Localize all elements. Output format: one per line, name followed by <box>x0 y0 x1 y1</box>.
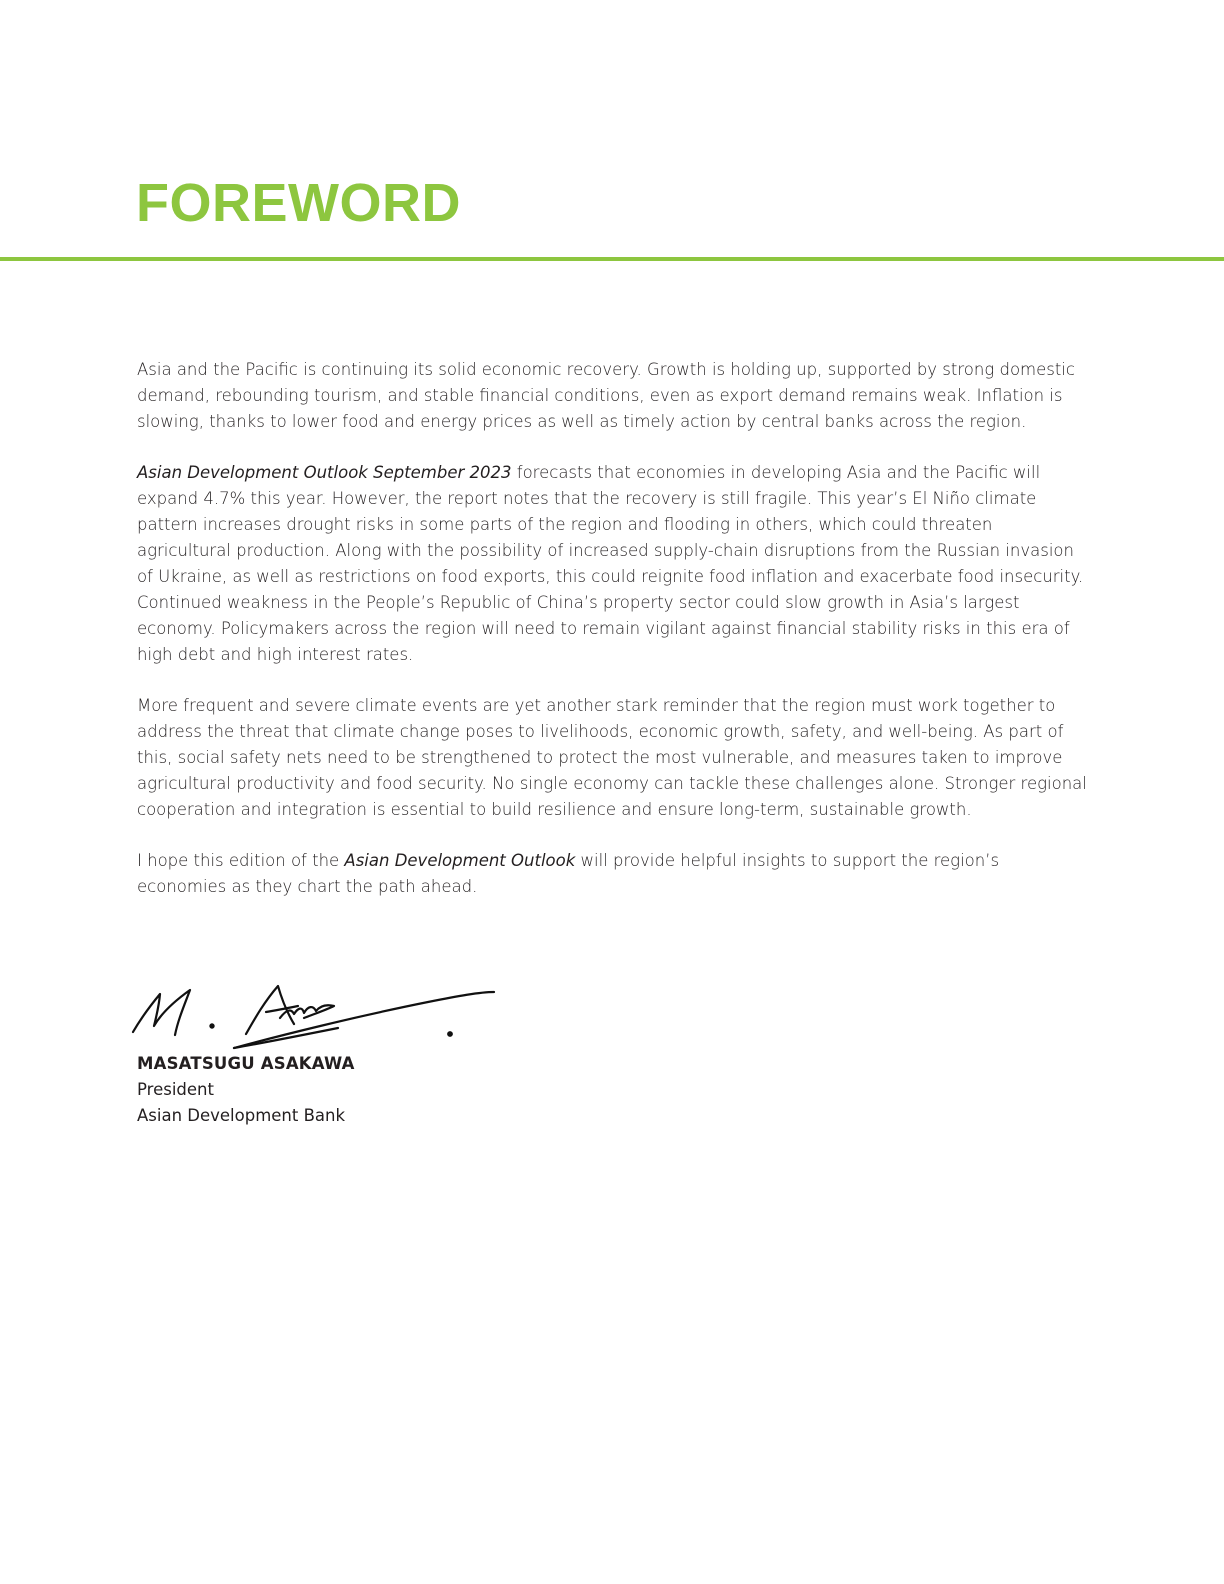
signature-icon <box>128 980 508 1056</box>
publication-italic: Asian Development Outlook <box>344 851 576 870</box>
paragraph-4 <box>137 848 1087 900</box>
paragraph-3: More frequent and severe climate events are yet another stark reminder that the region must work together to address the threat that climate change poses to livelihoods, economic growth, safety, and well-being. As part of this, social safety nets need to be strengthened to protect the most vulnerable, and measures taken to improve agricultural productivity and food security. No single economy can tackle these challenges alone. Stronger regional cooperation and integration is essential to build resilience and ensure long-term, sustainable growth. <box>137 696 1087 819</box>
title-divider <box>0 257 1224 261</box>
signatory-name: MASATSUGU ASAKAWA <box>137 1054 355 1073</box>
foreword-body <box>137 357 1087 925</box>
paragraph-4-end: will provide helpful insights to support the region’s economies as they chart the path ahead. <box>137 851 1000 896</box>
report-title-italic: Asian Development Outlook September 2023 <box>137 463 512 482</box>
paragraph-2 <box>137 460 1087 668</box>
signatory-organization: Asian Development Bank <box>137 1106 346 1125</box>
signatory-position: President <box>137 1080 214 1099</box>
paragraph-1: Asia and the Pacific is continuing its solid economic recovery. Growth is holding up, supported by strong domestic demand, rebounding tourism, and stable financial conditions, even as export demand remains weak. Inflation is slowing, thanks to lower food and energy prices as well as timely action by central banks across the region. <box>137 360 1076 431</box>
page-title: FOREWORD <box>136 173 461 233</box>
signatory-block <box>137 1051 355 1129</box>
paragraph-2-text: forecasts that economies in developing Asia and the Pacific will expand 4.7% this year. However, the report notes that the recovery is still fragile. This year’s El Niño climate pattern increases drought risks in some parts of the region and flooding in others, which could threaten agricultural production. Along with the possibility of increased supply-chain disruptions from the Russian invasion of Ukraine, as well as restrictions on food exports, this could reignite food inflation and exacerbate food insecurity. Continued weakness in the People’s Republic of China’s property sector could slow growth in Asia’s largest economy. Policymakers across the region will need to remain vigilant against financial stability risks in this era of high debt and high interest rates. <box>137 463 1084 664</box>
paragraph-4-start: I hope this edition of the <box>137 851 345 870</box>
